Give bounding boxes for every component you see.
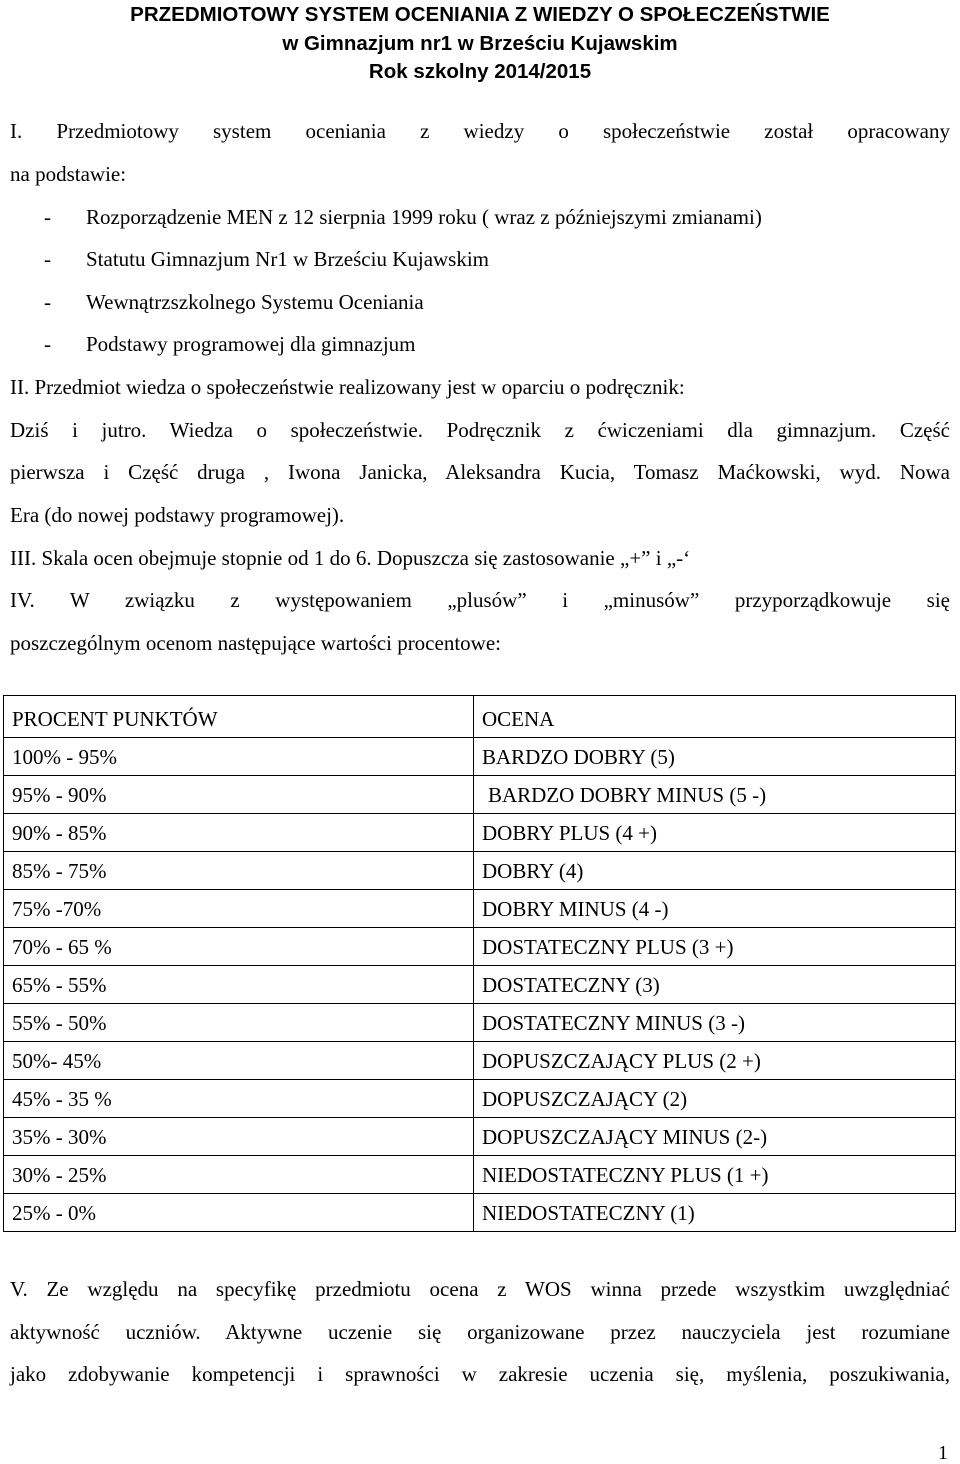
percent-cell: 65% - 55% [4, 966, 474, 1004]
section1-line1: I. Przedmiotowy system oceniania z wiedzy o społeczeństwie został opracowany [10, 119, 950, 143]
section5-line2: aktywność uczniów. Aktywne uczenie się organizowane przez nauczyciela jest rozumiane [10, 1320, 950, 1344]
grade-cell: NIEDOSTATECZNY (1) [474, 1194, 956, 1232]
section5-line3: jako zdobywanie kompetencji i sprawności w zakresie uczenia się, myślenia, poszukiwania, [10, 1362, 950, 1386]
bullet-item: - Statutu Gimnazjum Nr1 w Brześciu Kujawskim [44, 247, 490, 271]
grade-cell: DOSTATECZNY PLUS (3 +) [474, 928, 956, 966]
section2-line4: Era (do nowej podstawy programowej). [10, 503, 345, 527]
grade-table [3, 695, 956, 1232]
percent-cell: 70% - 65 % [4, 928, 474, 966]
percent-cell: 55% - 50% [4, 1004, 474, 1042]
table-row [4, 738, 956, 776]
section1-line2: na podstawie: [10, 162, 127, 186]
bullet-item: - Rozporządzenie MEN z 12 sierpnia 1999 roku ( wraz z późniejszymi zmianami) [44, 205, 762, 229]
header-cell-grade: OCENA [474, 696, 956, 738]
table-row [4, 852, 956, 890]
table-row [4, 1080, 956, 1118]
document-title: PRZEDMIOTOWY SYSTEM OCENIANIA Z WIEDZY O SPOŁECZEŃSTWIE [130, 3, 830, 26]
percent-cell: 50%- 45% [4, 1042, 474, 1080]
percent-cell: 90% - 85% [4, 814, 474, 852]
bullet-text: Rozporządzenie MEN z 12 sierpnia 1999 roku ( wraz z późniejszymi zmianami) [86, 205, 762, 229]
table-row [4, 814, 956, 852]
grade-cell: BARDZO DOBRY (5) [474, 738, 956, 776]
section3-line1: III. Skala ocen obejmuje stopnie od 1 do 6. Dopuszcza się zastosowanie „+” i „-‘ [10, 546, 691, 570]
table-row [4, 1194, 956, 1232]
percent-cell: 30% - 25% [4, 1156, 474, 1194]
percent-cell: 35% - 30% [4, 1118, 474, 1156]
grade-cell: DOBRY (4) [474, 852, 956, 890]
bullet-item: - Wewnątrzszkolnego Systemu Oceniania [44, 290, 424, 314]
document-subtitle-school: w Gimnazjum nr1 w Brześciu Kujawskim [282, 32, 678, 55]
table-row [4, 1118, 956, 1156]
bullet-text: Statutu Gimnazjum Nr1 w Brześciu Kujawskim [86, 247, 490, 271]
bullet-text: Wewnątrzszkolnego Systemu Oceniania [86, 290, 424, 314]
section5-line1: V. Ze względu na specyfikę przedmiotu ocena z WOS winna przede wszystkim uwzględniać [10, 1277, 950, 1301]
table-row [4, 1156, 956, 1194]
table-row [4, 928, 956, 966]
section2-line3: pierwsza i Część druga , Iwona Janicka, Aleksandra Kucia, Tomasz Maćkowski, wyd. Nowa [10, 460, 950, 484]
percent-cell: 95% - 90% [4, 776, 474, 814]
header-cell-percent: PROCENT PUNKTÓW [4, 696, 474, 738]
grade-cell: BARDZO DOBRY MINUS (5 -) [474, 776, 956, 814]
section4-line1: IV. W związku z występowaniem „plusów” i „minusów” przyporządkowuje się [10, 588, 950, 612]
table-row [4, 1004, 956, 1042]
bullet-text: Podstawy programowej dla gimnazjum [86, 332, 416, 356]
percent-cell: 100% - 95% [4, 738, 474, 776]
table-header-row [4, 696, 956, 738]
grade-cell: DOSTATECZNY MINUS (3 -) [474, 1004, 956, 1042]
table-row [4, 890, 956, 928]
section4-line2: poszczególnym ocenom następujące wartości procentowe: [10, 631, 501, 655]
percent-cell: 85% - 75% [4, 852, 474, 890]
grade-cell: DOSTATECZNY (3) [474, 966, 956, 1004]
document-subtitle-year: Rok szkolny 2014/2015 [368, 60, 592, 83]
grade-cell: DOPUSZCZAJĄCY PLUS (2 +) [474, 1042, 956, 1080]
bullet-item: - Podstawy programowej dla gimnazjum [44, 332, 416, 356]
table-row [4, 1042, 956, 1080]
percent-cell: 25% - 0% [4, 1194, 474, 1232]
percent-cell: 45% - 35 % [4, 1080, 474, 1118]
table-row [4, 776, 956, 814]
grade-cell: DOBRY PLUS (4 +) [474, 814, 956, 852]
grade-cell: NIEDOSTATECZNY PLUS (1 +) [474, 1156, 956, 1194]
table-row [4, 966, 956, 1004]
percent-cell: 75% -70% [4, 890, 474, 928]
grade-cell: DOBRY MINUS (4 -) [474, 890, 956, 928]
section2-line2: Dziś i jutro. Wiedza o społeczeństwie. Podręcznik z ćwiczeniami dla gimnazjum. Część [10, 418, 950, 442]
grade-cell: DOPUSZCZAJĄCY MINUS (2-) [474, 1118, 956, 1156]
section2-line1: II. Przedmiot wiedza o społeczeństwie realizowany jest w oparciu o podręcznik: [10, 375, 685, 399]
page-number: 1 [938, 1442, 948, 1464]
grade-cell: DOPUSZCZAJĄCY (2) [474, 1080, 956, 1118]
